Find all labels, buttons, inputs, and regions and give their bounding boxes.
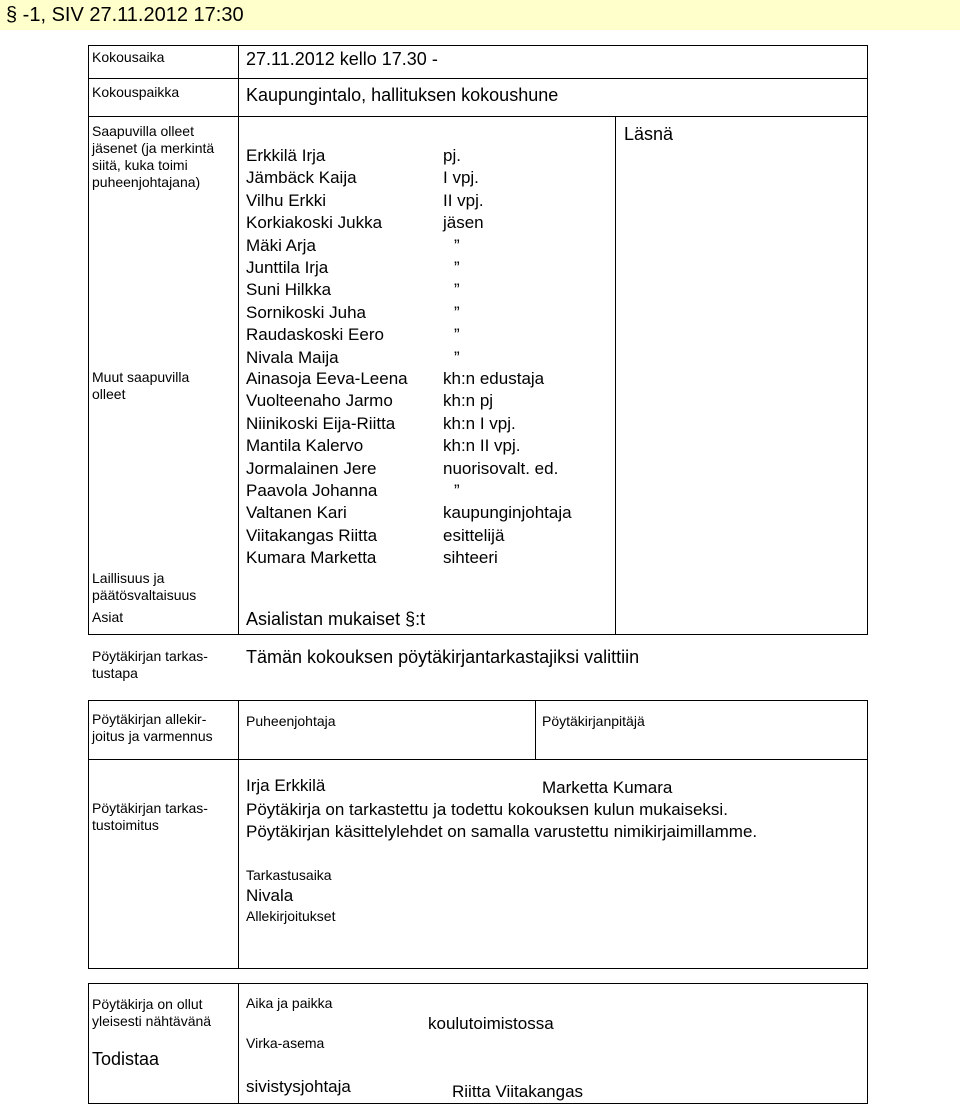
kokousaika-label: Kokousaika bbox=[92, 49, 165, 65]
tarkastustoimitus-label: Pöytäkirjan tarkas- tustoimitus bbox=[92, 800, 208, 833]
member-name: Erkkilä Irja bbox=[246, 146, 326, 165]
allekirjoitukset-label: Allekirjoitukset bbox=[246, 908, 336, 924]
member-name: Korkiakoski Jukka bbox=[246, 213, 383, 233]
other-name: Mantila Kalervo bbox=[246, 436, 364, 456]
saapuvilla-label: Saapuvilla olleet jäsenet (ja merkintä siitä, kuka toimi puheenjohtajana) bbox=[92, 123, 215, 190]
kokouspaikka-value: Kaupungintalo, hallituksen kokoushune bbox=[246, 85, 559, 105]
member-role: jäsen bbox=[443, 213, 484, 233]
signer-name: Riitta Viitakangas bbox=[452, 1082, 584, 1101]
puheenjohtaja-label: Puheenjohtaja bbox=[246, 713, 336, 729]
page-title: § -1, SIV 27.11.2012 17:30 bbox=[6, 4, 244, 26]
tarkastus-place: Nivala bbox=[246, 886, 294, 905]
member-role: ” bbox=[454, 347, 460, 367]
other-role: kaupunginjohtaja bbox=[443, 503, 572, 523]
kokousaika-value: 27.11.2012 kello 17.30 - bbox=[246, 49, 438, 69]
tarkastustoimitus-text: Pöytäkirja on tarkastettu ja todettu kokouksen kulun mukaiseksi. Pöytäkirjan käsittelylehdet on samalla varustettu nimikirjaimillamme. bbox=[246, 800, 758, 841]
other-name: Paavola Johanna bbox=[246, 481, 378, 501]
member-role: ” bbox=[454, 280, 460, 300]
member-role: I vpj. bbox=[443, 168, 479, 188]
tarkastustapa-label: Pöytäkirjan tarkas- tustapa bbox=[92, 648, 208, 681]
member-role: II vpj. bbox=[443, 190, 484, 210]
asiat-label: Asiat bbox=[92, 609, 124, 625]
other-name: Valtanen Kari bbox=[246, 503, 347, 523]
other-role: kh:n II vpj. bbox=[443, 436, 521, 456]
laillisuus-label: Laillisuus ja päätösvaltaisuus bbox=[92, 570, 197, 603]
other-name: Jormalainen Jere bbox=[246, 458, 377, 478]
other-name: Niinikoski Eija-Riitta bbox=[246, 413, 396, 433]
member-name: Suni Hilkka bbox=[246, 280, 332, 300]
member-name: Vilhu Erkki bbox=[246, 190, 326, 210]
other-name: Viitakangas Riitta bbox=[246, 525, 378, 545]
member-name: Raudaskoski Eero bbox=[246, 325, 384, 345]
member-role: ” bbox=[454, 258, 460, 278]
member-role: ” bbox=[454, 235, 460, 255]
members-roles bbox=[443, 145, 484, 369]
other-role: kh:n I vpj. bbox=[443, 413, 516, 433]
others-names bbox=[246, 368, 408, 570]
virka-asema-value: sivistysjohtaja bbox=[246, 1077, 351, 1096]
member-name: Sornikoski Juha bbox=[246, 302, 367, 322]
nahtavana-label: Pöytäkirja on ollut yleisesti nähtävänä bbox=[92, 996, 212, 1029]
other-role: sihteeri bbox=[443, 548, 498, 568]
lasna-header: Läsnä bbox=[624, 124, 674, 144]
other-role: esittelijä bbox=[443, 525, 505, 545]
other-role: ” bbox=[454, 481, 460, 501]
virka-asema-label: Virka-asema bbox=[246, 1035, 325, 1051]
other-name: Ainasoja Eeva-Leena bbox=[246, 369, 408, 388]
aika-ja-paikka-value: koulutoimistossa bbox=[428, 1014, 554, 1033]
poytakirjanpitaja-label: Pöytäkirjanpitäjä bbox=[542, 713, 645, 729]
allekirjoitus-label: Pöytäkirjan allekir- joitus ja varmennus bbox=[92, 711, 213, 744]
other-role: kh:n pj bbox=[443, 391, 494, 411]
other-name: Vuolteenaho Jarmo bbox=[246, 391, 393, 411]
member-name: Jämbäck Kaija bbox=[246, 168, 357, 188]
other-role: kh:n edustaja bbox=[443, 369, 545, 388]
other-name: Kumara Marketta bbox=[246, 548, 377, 568]
members-names bbox=[246, 145, 384, 369]
asiat-value: Asialistan mukaiset §:t bbox=[246, 609, 426, 629]
member-role: pj. bbox=[443, 146, 461, 165]
member-name: Mäki Arja bbox=[246, 235, 316, 255]
member-name: Junttila Irja bbox=[246, 258, 329, 278]
puheenjohtaja-name: Irja Erkkilä bbox=[246, 776, 326, 795]
member-role: ” bbox=[454, 325, 460, 345]
tarkastustapa-value: Tämän kokouksen pöytäkirjantarkastajiksi valittiin bbox=[246, 647, 640, 667]
member-name: Nivala Maija bbox=[246, 347, 339, 367]
member-role: ” bbox=[454, 302, 460, 322]
todistaa-label: Todistaa bbox=[92, 1049, 160, 1069]
kokouspaikka-label: Kokouspaikka bbox=[92, 84, 180, 100]
aika-ja-paikka-label: Aika ja paikka bbox=[246, 995, 333, 1011]
tarkastusaika-label: Tarkastusaika bbox=[246, 867, 332, 883]
muut-label: Muut saapuvilla olleet bbox=[92, 369, 190, 402]
other-role: nuorisovalt. ed. bbox=[443, 458, 559, 478]
others-roles bbox=[443, 368, 572, 570]
poytakirjanpitaja-name: Marketta Kumara bbox=[542, 778, 673, 797]
